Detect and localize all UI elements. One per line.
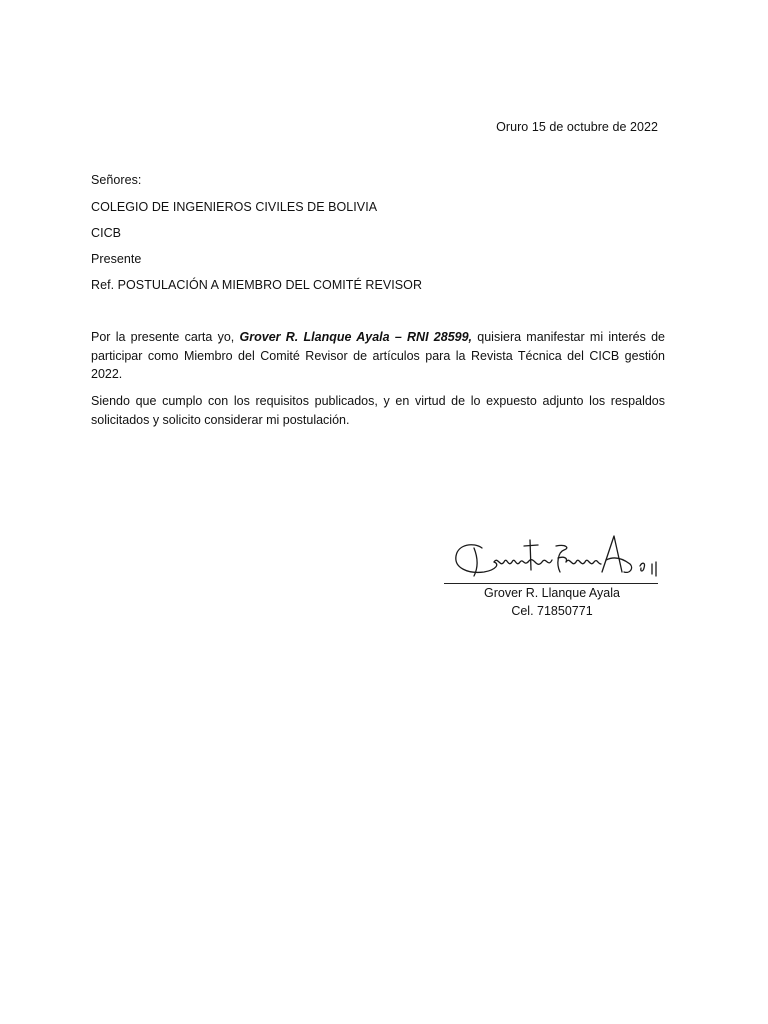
body-paragraph-1 — [91, 328, 665, 384]
salutation: Señores: — [91, 173, 142, 187]
handwritten-signature — [444, 528, 660, 588]
recipient-abbreviation: CICB — [91, 226, 122, 240]
paragraph-1-intro: Por la presente carta yo, — [91, 330, 240, 344]
applicant-name-emphasis: Grover R. Llanque Ayala – RNI 28599, — [239, 330, 473, 344]
letter-date: Oruro 15 de octubre de 2022 — [496, 120, 658, 134]
recipient-organization: COLEGIO DE INGENIEROS CIVILES DE BOLIVIA — [91, 200, 378, 214]
body-paragraph-2: Siendo que cumplo con los requisitos publicados, y en virtud de lo expuesto adjunto los respaldos solicitados y solicito considerar mi postulación. — [91, 394, 665, 427]
paragraph-1-rest: quisiera manifestar mi interés de participar como Miembro del Comité Revisor de artículos para la Revista Técnica del CICB gestión 2022. — [91, 330, 666, 381]
signatory-phone: Cel. 71850771 — [511, 604, 593, 618]
signatory-name: Grover R. Llanque Ayala — [484, 586, 620, 600]
presente-line: Presente — [91, 252, 142, 266]
reference-line: Ref. POSTULACIÓN A MIEMBRO DEL COMITÉ REVISOR — [91, 278, 423, 292]
